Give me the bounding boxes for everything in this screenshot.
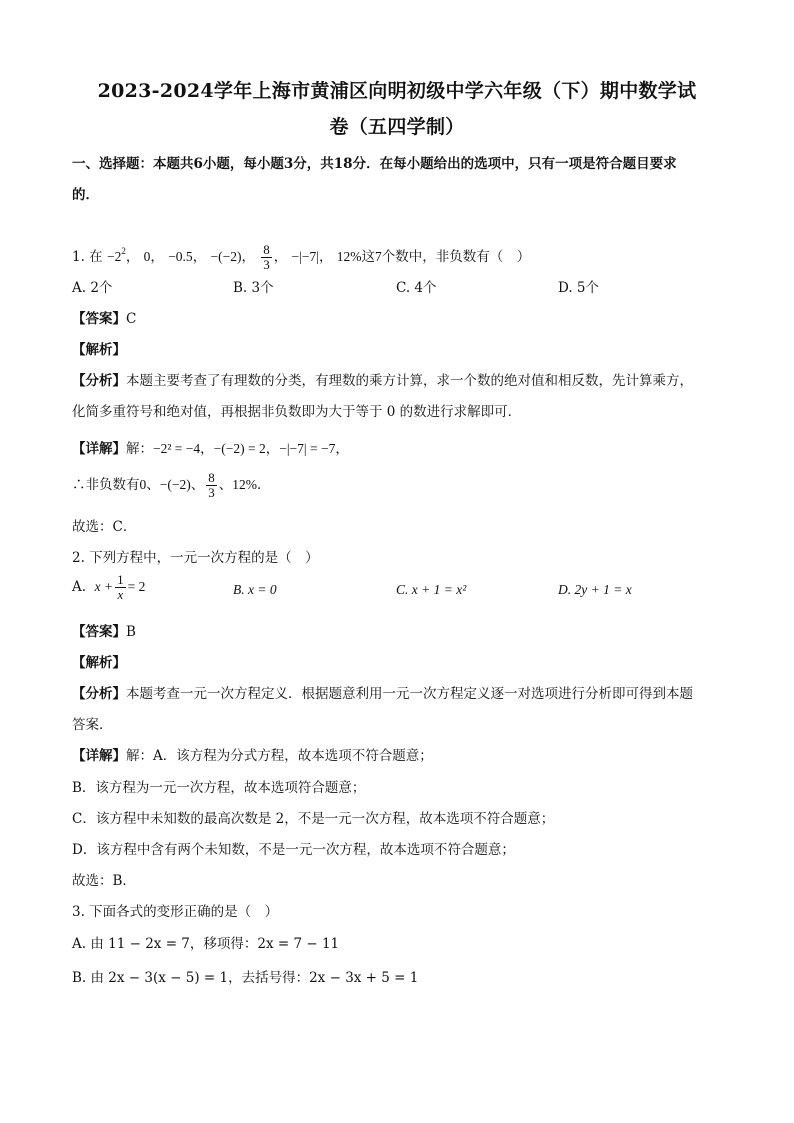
q1-number-3: −0.5 [168, 249, 193, 264]
q1-analysis-tag: 【解析】 [72, 342, 126, 358]
q1-conclusion-fraction: $\frac{8}{3}$ [208, 470, 215, 500]
q2-answer: 【答案】B [72, 624, 136, 640]
q1-conclusion: ∴非负数有0、−(−2)、 $\frac{8}{3}$ 、12%． [72, 470, 271, 500]
q1-number-4: −(−2) [210, 249, 242, 264]
q1-number-1: $-2^2$ [106, 246, 126, 264]
q1-number-5: −|−7| [291, 249, 319, 264]
q2-fenxi-line1: 【分析】本题考查一元一次方程定义．根据题意利用一元一次方程定义逐一对选项进行分析即可得到本题 [72, 686, 693, 702]
q3-option-b: B. 由 2x − 3(x − 5) = 1，去括号得：2x − 3x + 5 = 1 [72, 970, 419, 986]
q1-option-d: D. 5个 [558, 280, 600, 296]
q2-detail-a: 【详解】解：A．该方程为分式方程，故本选项不符合题意； [72, 748, 433, 764]
q2-option-b: B. x = 0 [233, 582, 277, 597]
q2-option-d: D. 2y + 1 = x [558, 582, 632, 597]
q1-fraction: $\frac{8}{3}$ [263, 242, 270, 272]
q1-option-a: A. 2个 [72, 280, 113, 296]
q1-number-2: 0 [143, 249, 151, 264]
q2-analysis-tag: 【解析】 [72, 655, 126, 671]
q2-choose: 故选：B． [72, 873, 136, 889]
q1-prefix: 1. 在 [72, 249, 103, 265]
q2-stem: 2. 下列方程中，一元一次方程的是（ ） [72, 550, 319, 566]
q1-choose: 故选：C． [72, 519, 137, 535]
q1-detail: 【详解】解：−2² = −4，−(−2) = 2，−|−7| = −7， [72, 441, 349, 457]
q1-number-6: 12% [336, 249, 362, 264]
document-title-line2: 卷（五四学制） [329, 116, 465, 138]
q2-detail-c: C．该方程中未知数的最高次数是 2，不是一元一次方程，故本选项不符合题意； [72, 811, 555, 827]
document-title-line1: 2023-2024学年上海市黄浦区向明初级中学六年级（下）期中数学试 [97, 80, 697, 102]
q1-option-c: C. 4个 [396, 280, 437, 296]
q1-answer: 【答案】C [72, 311, 137, 327]
q1-fenxi-line1: 【分析】本题主要考查了有理数的分类，有理数的乘方计算，求一个数的绝对值和相反数，先计算乘方， [72, 373, 693, 389]
section-heading-line1: 一、选择题：本题共6小题，每小题3分，共18分．在每小题给出的选项中，只有一项是符合题目要求 [72, 156, 677, 172]
q1-count: 7 [374, 249, 382, 264]
q1-option-b: B. 3个 [233, 280, 274, 296]
section-heading-line2: 的． [72, 187, 99, 203]
q2-fenxi-line2: 答案． [72, 717, 113, 733]
q2-option-a: A. x + $\frac{1}{x}$ = 2 [72, 572, 146, 602]
q2-detail-d: D．该方程中含有两个未知数，不是一元一次方程，故本选项不符合题意； [72, 842, 515, 858]
q1-fenxi-line2: 化简多重符号和绝对值，再根据非负数即为大于等于 0 的数进行求解即可． [72, 404, 522, 420]
q1-stem: 1. 在 $-2^2$， 0， −0.5， −(−2)， $\frac{8}{3}$ ， −|−7|， 12%这7个数中，非负数有（ ） [72, 242, 531, 272]
q2-detail-b: B．该方程为一元一次方程，故本选项符合题意； [72, 780, 366, 796]
q3-stem: 3. 下面各式的变形正确的是（ ） [72, 904, 279, 920]
q3-option-a: A. 由 11 − 2x = 7，移项得：2x = 7 − 11 [72, 936, 340, 952]
q2-option-c: C. x + 1 = x² [396, 582, 467, 597]
